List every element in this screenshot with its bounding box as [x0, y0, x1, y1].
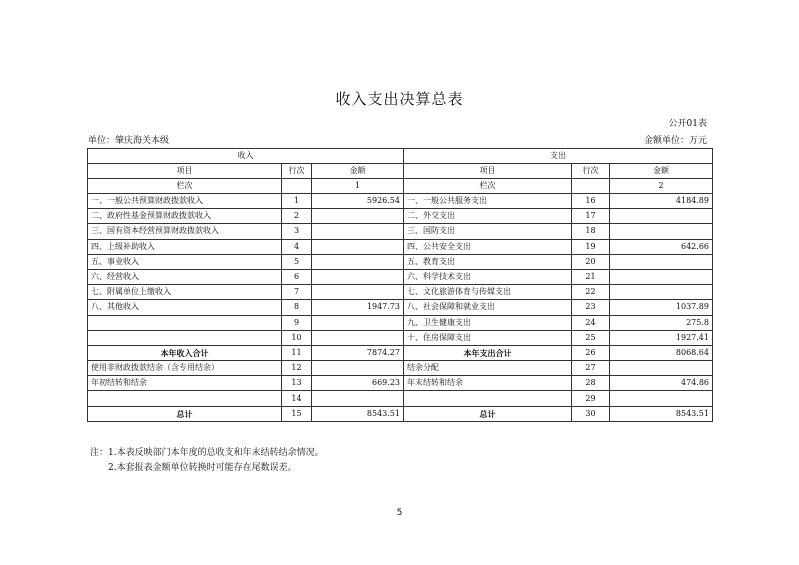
expense-row-no-cell: 20 — [572, 254, 610, 269]
income-item-cell: 八、其他收入 — [88, 300, 282, 315]
expense-column-label: 栏次 — [404, 179, 572, 194]
table-row — [88, 239, 713, 254]
expense-column-number: 2 — [610, 179, 713, 194]
table-row — [88, 209, 713, 224]
income-row-no-cell: 2 — [282, 209, 312, 224]
expense-row-no-cell: 29 — [572, 391, 610, 406]
expense-item-cell: 十、住房保障支出 — [404, 330, 572, 345]
expense-item-cell: 三、国防支出 — [404, 224, 572, 239]
expense-amount-cell: 275.8 — [610, 315, 713, 330]
column-header-row — [88, 164, 713, 179]
income-amount-cell — [312, 209, 404, 224]
expense-item-cell: 八、社会保障和就业支出 — [404, 300, 572, 315]
income-item-cell: 四、上级补助收入 — [88, 239, 282, 254]
income-row-no-cell: 4 — [282, 239, 312, 254]
income-amount-cell — [312, 330, 404, 345]
table-row — [88, 254, 713, 269]
expense-amount-cell — [610, 209, 713, 224]
income-item-cell: 本年收入合计 — [88, 345, 282, 360]
table-row — [88, 376, 713, 391]
table-row — [88, 224, 713, 239]
expense-amount-cell — [610, 269, 713, 284]
table-row — [88, 345, 713, 360]
blank-cell — [282, 179, 312, 194]
expense-amount-cell — [610, 224, 713, 239]
blank-cell — [572, 179, 610, 194]
income-amount-cell — [312, 254, 404, 269]
income-row-no-cell: 5 — [282, 254, 312, 269]
expense-amount-cell — [610, 391, 713, 406]
income-section-header: 收入 — [88, 149, 404, 164]
expense-item-cell: 二、外交支出 — [404, 209, 572, 224]
income-amount-cell: 5926.54 — [312, 194, 404, 209]
expense-amount-cell: 4184.89 — [610, 194, 713, 209]
income-row-no-header: 行次 — [282, 164, 312, 179]
income-row-no-cell: 10 — [282, 330, 312, 345]
expense-row-no-cell: 27 — [572, 361, 610, 376]
income-item-cell: 总计 — [88, 406, 282, 421]
expense-item-cell: 四、公共安全支出 — [404, 239, 572, 254]
table-row — [88, 300, 713, 315]
expense-amount-cell: 1037.89 — [610, 300, 713, 315]
table-row — [88, 269, 713, 284]
income-amount-cell: 669.23 — [312, 376, 404, 391]
expense-row-no-cell: 17 — [572, 209, 610, 224]
income-item-cell: 二、政府性基金预算财政拨款收入 — [88, 209, 282, 224]
page-title: 收入支出决算总表 — [335, 90, 464, 108]
income-row-no-cell: 11 — [282, 345, 312, 360]
income-row-no-cell: 3 — [282, 224, 312, 239]
table-row — [88, 330, 713, 345]
income-amount-cell — [312, 239, 404, 254]
expense-item-cell: 六、科学技术支出 — [404, 269, 572, 284]
income-row-no-cell: 1 — [282, 194, 312, 209]
expense-amount-cell: 1927.41 — [610, 330, 713, 345]
income-row-no-cell: 8 — [282, 300, 312, 315]
income-amount-cell — [312, 361, 404, 376]
expense-item-cell — [404, 391, 572, 406]
expense-item-cell: 结余分配 — [404, 361, 572, 376]
amount-unit-label: 金额单位：万元 — [643, 136, 707, 146]
income-row-no-cell: 15 — [282, 406, 312, 421]
expense-amount-cell — [610, 361, 713, 376]
income-item-cell: 三、国有资本经营预算财政拨款收入 — [88, 224, 282, 239]
income-row-no-cell: 12 — [282, 361, 312, 376]
table-row — [88, 315, 713, 330]
column-label-row — [88, 179, 713, 194]
income-amount-cell: 8543.51 — [312, 406, 404, 421]
expense-row-no-header: 行次 — [572, 164, 610, 179]
income-amount-header: 金额 — [312, 164, 404, 179]
expense-item-header: 项目 — [404, 164, 572, 179]
income-item-cell — [88, 315, 282, 330]
income-item-cell — [88, 330, 282, 345]
income-amount-cell — [312, 391, 404, 406]
table-row — [88, 391, 713, 406]
unit-label: 单位：肇庆海关本级 — [88, 136, 170, 146]
income-column-label: 栏次 — [88, 179, 282, 194]
table-row — [88, 361, 713, 376]
form-number: 公开01表 — [668, 119, 707, 129]
income-row-no-cell: 13 — [282, 376, 312, 391]
expense-amount-cell: 8068.64 — [610, 345, 713, 360]
expense-row-no-cell: 30 — [572, 406, 610, 421]
expense-amount-cell — [610, 285, 713, 300]
expense-amount-cell — [610, 254, 713, 269]
income-row-no-cell: 9 — [282, 315, 312, 330]
expense-amount-cell: 474.86 — [610, 376, 713, 391]
section-header-row — [88, 149, 713, 164]
income-item-cell: 使用非财政拨款结余（含专用结余） — [88, 361, 282, 376]
income-item-cell: 一、一般公共预算财政拨款收入 — [88, 194, 282, 209]
expense-amount-cell: 642.66 — [610, 239, 713, 254]
income-amount-cell — [312, 224, 404, 239]
expense-row-no-cell: 28 — [572, 376, 610, 391]
expense-amount-header: 金额 — [610, 164, 713, 179]
expense-item-cell: 七、文化旅游体育与传媒支出 — [404, 285, 572, 300]
expense-row-no-cell: 19 — [572, 239, 610, 254]
expense-row-no-cell: 21 — [572, 269, 610, 284]
expense-row-no-cell: 23 — [572, 300, 610, 315]
notes — [90, 446, 324, 476]
table-row — [88, 285, 713, 300]
income-amount-cell: 1947.73 — [312, 300, 404, 315]
income-item-cell: 六、经营收入 — [88, 269, 282, 284]
income-row-no-cell: 7 — [282, 285, 312, 300]
expense-amount-cell: 8543.51 — [610, 406, 713, 421]
expense-row-no-cell: 22 — [572, 285, 610, 300]
income-item-cell: 五、事业收入 — [88, 254, 282, 269]
table-row — [88, 194, 713, 209]
income-column-number: 1 — [312, 179, 404, 194]
income-expense-table — [87, 148, 713, 422]
page-number: 5 — [396, 508, 403, 518]
expense-item-cell: 年末结转和结余 — [404, 376, 572, 391]
expense-row-no-cell: 26 — [572, 345, 610, 360]
income-item-cell: 年初结转和结余 — [88, 376, 282, 391]
expense-row-no-cell: 16 — [572, 194, 610, 209]
expense-row-no-cell: 18 — [572, 224, 610, 239]
income-row-no-cell: 6 — [282, 269, 312, 284]
income-item-cell — [88, 391, 282, 406]
expense-row-no-cell: 25 — [572, 330, 610, 345]
table-row — [88, 406, 713, 421]
income-amount-cell — [312, 315, 404, 330]
income-item-cell: 七、附属单位上缴收入 — [88, 285, 282, 300]
income-amount-cell — [312, 285, 404, 300]
note-2: 2.本套报表金额单位转换时可能存在尾数误差。 — [108, 463, 297, 473]
expense-section-header: 支出 — [404, 149, 713, 164]
income-row-no-cell: 14 — [282, 391, 312, 406]
expense-item-cell: 一、一般公共服务支出 — [404, 194, 572, 209]
income-item-header: 项目 — [88, 164, 282, 179]
income-amount-cell: 7874.27 — [312, 345, 404, 360]
expense-item-cell: 五、教育支出 — [404, 254, 572, 269]
income-amount-cell — [312, 269, 404, 284]
expense-item-cell: 总计 — [404, 406, 572, 421]
expense-item-cell: 九、卫生健康支出 — [404, 315, 572, 330]
expense-row-no-cell: 24 — [572, 315, 610, 330]
expense-item-cell: 本年支出合计 — [404, 345, 572, 360]
note-1: 注：1.本表反映部门本年度的总收支和年末结转结余情况。 — [90, 448, 324, 458]
